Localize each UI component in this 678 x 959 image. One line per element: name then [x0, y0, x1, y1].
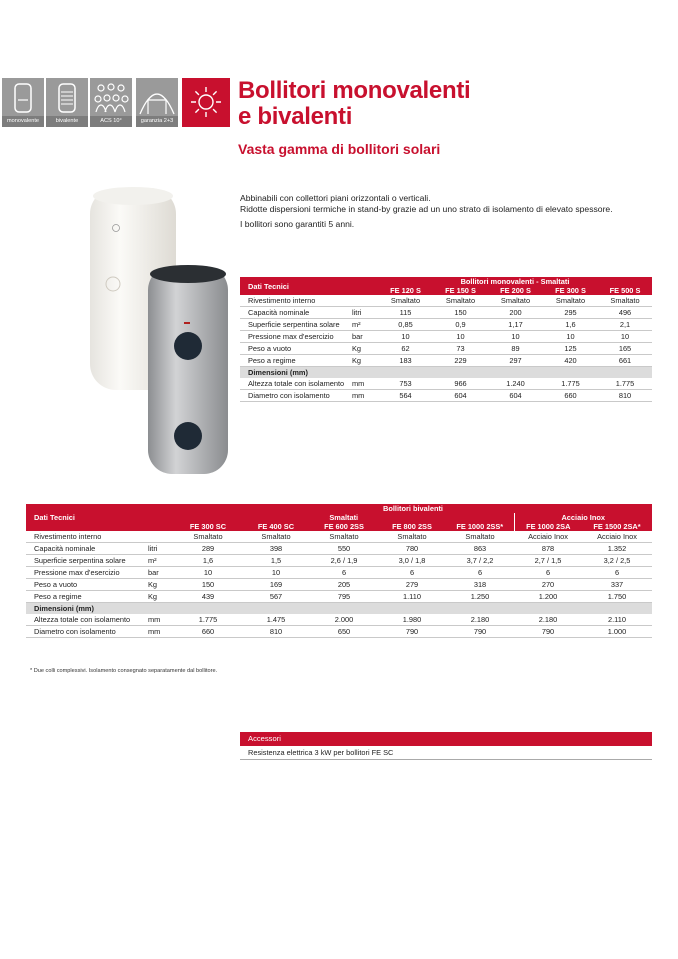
- row-label: Altezza totale con isolamento: [26, 614, 148, 626]
- table-cell: 10: [174, 567, 242, 579]
- row-unit: mm: [148, 626, 174, 638]
- row-label: Diametro con isolamento: [26, 626, 148, 638]
- table-cell: Smaltato: [543, 295, 598, 307]
- table-monovalenti: [240, 277, 652, 402]
- table-cell: 337: [582, 579, 652, 591]
- row-label: Capacità nominale: [26, 543, 148, 555]
- table-cell: 2.180: [514, 614, 582, 626]
- table-cell: 1.110: [378, 591, 446, 603]
- row-label: Rivestimento interno: [26, 531, 148, 543]
- table-cell: 2.180: [446, 614, 514, 626]
- icon-label: bivalente: [46, 116, 88, 127]
- icon-label: monovalente: [2, 116, 44, 127]
- table-cell: 564: [378, 390, 433, 402]
- table-cell: 1.980: [378, 614, 446, 626]
- table-cell: 567: [242, 591, 310, 603]
- table-cell: 1.240: [488, 378, 543, 390]
- table-cell: 10: [433, 331, 488, 343]
- table-cell: 10: [242, 567, 310, 579]
- table-cell: 398: [242, 543, 310, 555]
- table-cell: 790: [378, 626, 446, 638]
- row-unit: mm: [352, 390, 378, 402]
- model-header: FE 120 S: [378, 286, 433, 295]
- table-cell: 115: [378, 307, 433, 319]
- table-cell: 1.775: [598, 378, 652, 390]
- row-unit: m²: [352, 319, 378, 331]
- table-cell: 2,7 / 1,5: [514, 555, 582, 567]
- icon-label: ACS 10°: [90, 116, 132, 127]
- table-row: [240, 307, 652, 319]
- table-cell: 6: [514, 567, 582, 579]
- row-label: Pressione max d'esercizio: [26, 567, 148, 579]
- row-unit: [352, 295, 378, 307]
- model-header: FE 500 S: [598, 286, 652, 295]
- table-cell: 795: [310, 591, 378, 603]
- row-label: Peso a regime: [240, 355, 352, 367]
- table-cell: 1.250: [446, 591, 514, 603]
- table-cell: 604: [488, 390, 543, 402]
- table-cell: 1.475: [242, 614, 310, 626]
- table-cell: 1,6: [174, 555, 242, 567]
- intro-line: Abbinabili con collettori piani orizzontali o verticali.: [240, 193, 431, 203]
- table-cell: 205: [310, 579, 378, 591]
- table-cell: 6: [446, 567, 514, 579]
- icon-acs: [90, 78, 132, 127]
- table-cell: 496: [598, 307, 652, 319]
- intro-line: Ridotte dispersioni termiche in stand-by grazie ad un uno strato di isolamento di elevato spessore.: [240, 204, 613, 214]
- table-cell: 3,0 / 1,8: [378, 555, 446, 567]
- table-cell: 650: [310, 626, 378, 638]
- model-header: FE 1000 2SS*: [446, 522, 514, 531]
- table-cell: 790: [514, 626, 582, 638]
- icon-label: garanzia 2+3: [136, 116, 178, 127]
- table-row: [26, 591, 652, 603]
- bivalente-icon: [46, 78, 88, 116]
- table-cell: 165: [598, 343, 652, 355]
- row-label: Capacità nominale: [240, 307, 352, 319]
- model-header: FE 400 SC: [242, 522, 310, 531]
- icon-garanzia: [136, 78, 178, 127]
- table-cell: 270: [514, 579, 582, 591]
- table-cell: 279: [378, 579, 446, 591]
- table-cell: Smaltato: [378, 295, 433, 307]
- table-row: [26, 614, 652, 626]
- intro-line: I bollitori sono garantiti 5 anni.: [240, 219, 355, 229]
- table-cell: 0,9: [433, 319, 488, 331]
- table-row: [26, 531, 652, 543]
- table-row: [26, 579, 652, 591]
- table-row: [240, 390, 652, 402]
- table-cell: 2.000: [310, 614, 378, 626]
- table-cell: 439: [174, 591, 242, 603]
- garanzia-icon: [136, 78, 178, 116]
- table-cell: 0,85: [378, 319, 433, 331]
- table-cell: Smaltato: [242, 531, 310, 543]
- row-unit: litri: [352, 307, 378, 319]
- table-header-row: [240, 277, 652, 286]
- table-cell: 10: [598, 331, 652, 343]
- row-unit: bar: [352, 331, 378, 343]
- table-cell: 6: [582, 567, 652, 579]
- row-label: Superficie serpentina solare: [26, 555, 148, 567]
- table-cell: 295: [543, 307, 598, 319]
- row-label: Superficie serpentina solare: [240, 319, 352, 331]
- accessories-header: Accessori: [240, 732, 652, 746]
- row-label: Peso a regime: [26, 591, 148, 603]
- table-cell: 790: [446, 626, 514, 638]
- model-header: FE 150 S: [433, 286, 488, 295]
- table-cell: 3,2 / 2,5: [582, 555, 652, 567]
- table-cell: 125: [543, 343, 598, 355]
- table-cell: Smaltato: [310, 531, 378, 543]
- model-header: FE 200 S: [488, 286, 543, 295]
- table-cell: 289: [174, 543, 242, 555]
- table-label: Dati Tecnici: [240, 277, 352, 295]
- row-unit: litri: [148, 543, 174, 555]
- page-title: Bollitori monovalenti e bivalenti: [238, 77, 471, 130]
- table-subgroup-inox: Acciaio Inox: [514, 513, 652, 522]
- table-cell: Smaltato: [598, 295, 652, 307]
- table-cell: 150: [433, 307, 488, 319]
- section-title: Dimensioni (mm): [240, 367, 652, 379]
- row-unit: [148, 531, 174, 543]
- row-label: Peso a vuoto: [26, 579, 148, 591]
- accessories-item: Resistenza elettrica 3 kW per bollitori FE SC: [240, 746, 652, 760]
- row-unit: m²: [148, 555, 174, 567]
- table-cell: 1.352: [582, 543, 652, 555]
- table-cell: 183: [378, 355, 433, 367]
- row-unit: Kg: [352, 343, 378, 355]
- table-cell: 150: [174, 579, 242, 591]
- model-header: FE 800 2SS: [378, 522, 446, 531]
- table-cell: 810: [242, 626, 310, 638]
- table-header-spacer: [352, 277, 378, 295]
- table-cell: Acciaio Inox: [582, 531, 652, 543]
- table-cell: 1.775: [174, 614, 242, 626]
- table-group-title: Bollitori monovalenti - Smaltati: [378, 277, 652, 286]
- table-bivalenti: [26, 504, 652, 638]
- table-row: [240, 355, 652, 367]
- table-header-row: [26, 504, 652, 513]
- table-header-spacer: [148, 504, 174, 531]
- table-subgroup-smaltati: Smaltati: [174, 513, 514, 522]
- table-cell: 660: [543, 390, 598, 402]
- table-label: Dati Tecnici: [26, 504, 148, 531]
- model-header: FE 300 SC: [174, 522, 242, 531]
- model-header: FE 600 2SS: [310, 522, 378, 531]
- row-label: Altezza totale con isolamento: [240, 378, 352, 390]
- row-unit: mm: [352, 378, 378, 390]
- table-row: [240, 319, 652, 331]
- table-cell: 2,6 / 1,9: [310, 555, 378, 567]
- table-cell: 661: [598, 355, 652, 367]
- table-cell: 1.775: [543, 378, 598, 390]
- section-title: Dimensioni (mm): [26, 603, 652, 615]
- table-cell: 6: [310, 567, 378, 579]
- model-header: FE 1500 2SA*: [582, 522, 652, 531]
- intro-text: [240, 193, 652, 230]
- table-cell: Smaltato: [488, 295, 543, 307]
- table-cell: 73: [433, 343, 488, 355]
- row-unit: mm: [148, 614, 174, 626]
- row-label: Pressione max d'esercizio: [240, 331, 352, 343]
- icon-monovalente: [2, 78, 44, 127]
- row-label: Diametro con isolamento: [240, 390, 352, 402]
- table-group-title: Bollitori bivalenti: [174, 504, 652, 513]
- footnote: * Due colli complessivi. Isolamento consegnato separatamente dal bollitore.: [30, 668, 218, 674]
- icon-bivalente: [46, 78, 88, 127]
- table-cell: Acciaio Inox: [514, 531, 582, 543]
- table-cell: 878: [514, 543, 582, 555]
- table-cell: Smaltato: [446, 531, 514, 543]
- table-cell: 6: [378, 567, 446, 579]
- table-cell: Smaltato: [174, 531, 242, 543]
- table-cell: 966: [433, 378, 488, 390]
- table-row: [240, 343, 652, 355]
- table-cell: 1.750: [582, 591, 652, 603]
- row-unit: bar: [148, 567, 174, 579]
- table-row: [26, 555, 652, 567]
- table-cell: 1,17: [488, 319, 543, 331]
- monovalente-icon: [2, 78, 44, 116]
- table-cell: 229: [433, 355, 488, 367]
- water-heaters-image: [84, 182, 234, 482]
- table-cell: 1,6: [543, 319, 598, 331]
- table-row: [240, 331, 652, 343]
- table-row: [240, 295, 652, 307]
- table-cell: 10: [543, 331, 598, 343]
- acs-icon: [90, 78, 132, 116]
- table-cell: 10: [488, 331, 543, 343]
- table-cell: 420: [543, 355, 598, 367]
- table-cell: 10: [378, 331, 433, 343]
- table-cell: 1.200: [514, 591, 582, 603]
- table-cell: 200: [488, 307, 543, 319]
- table-cell: 1,5: [242, 555, 310, 567]
- table-cell: 62: [378, 343, 433, 355]
- table-cell: 318: [446, 579, 514, 591]
- table-cell: 2.110: [582, 614, 652, 626]
- row-unit: Kg: [148, 591, 174, 603]
- table-cell: Smaltato: [378, 531, 446, 543]
- table-row: [26, 567, 652, 579]
- row-unit: Kg: [352, 355, 378, 367]
- table-row: [26, 543, 652, 555]
- table-cell: 863: [446, 543, 514, 555]
- model-header: FE 1000 2SA: [514, 522, 582, 531]
- sun-icon: [182, 78, 230, 127]
- table-cell: 660: [174, 626, 242, 638]
- table-cell: 89: [488, 343, 543, 355]
- table-cell: 604: [433, 390, 488, 402]
- table-cell: 3,7 / 2,2: [446, 555, 514, 567]
- solar-sun-badge: [182, 78, 230, 127]
- page-subtitle: Vasta gamma di bollitori solari: [238, 141, 441, 157]
- table-cell: 753: [378, 378, 433, 390]
- table-cell: 2,1: [598, 319, 652, 331]
- table-cell: Smaltato: [433, 295, 488, 307]
- table-cell: 780: [378, 543, 446, 555]
- table-section-row: [26, 603, 652, 615]
- table-cell: 550: [310, 543, 378, 555]
- row-unit: Kg: [148, 579, 174, 591]
- table-row: [240, 378, 652, 390]
- table-cell: 169: [242, 579, 310, 591]
- row-label: Peso a vuoto: [240, 343, 352, 355]
- table-cell: 810: [598, 390, 652, 402]
- table-cell: 297: [488, 355, 543, 367]
- table-row: [26, 626, 652, 638]
- table-cell: 1.000: [582, 626, 652, 638]
- model-header: FE 300 S: [543, 286, 598, 295]
- table-section-row: [240, 367, 652, 379]
- row-label: Rivestimento interno: [240, 295, 352, 307]
